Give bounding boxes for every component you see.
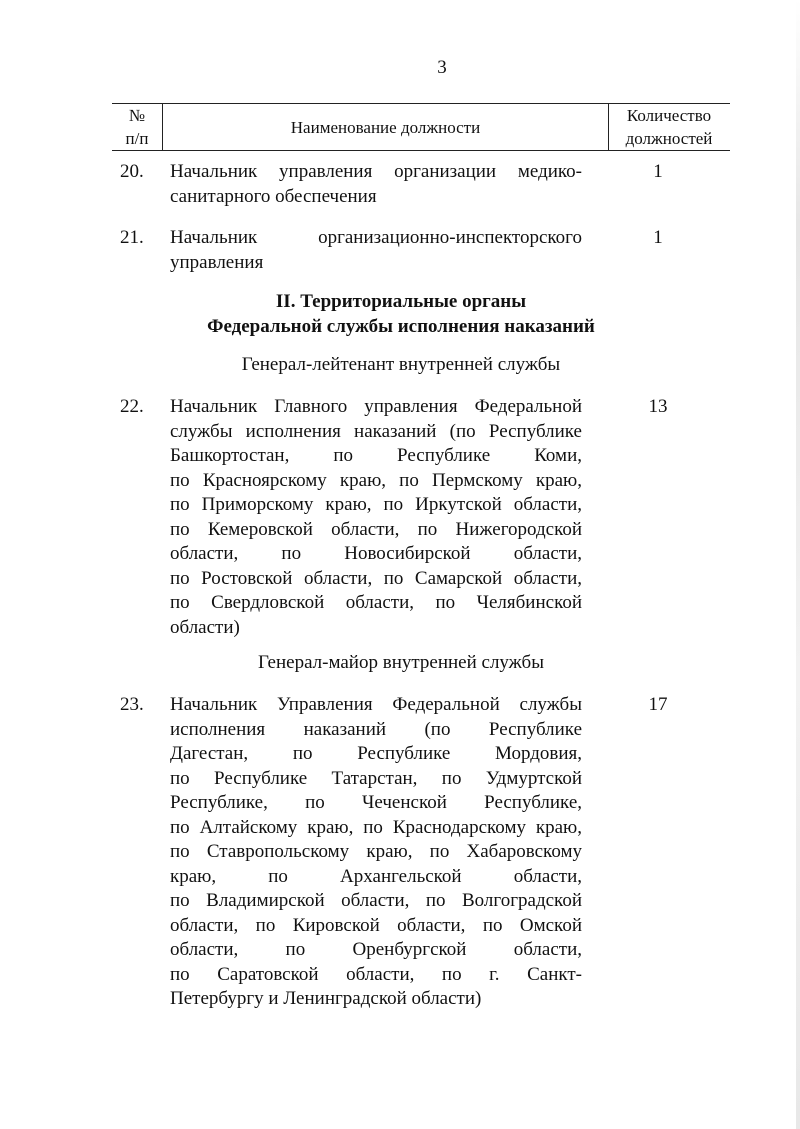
- row-position-name: [170, 395, 582, 640]
- row-text-line: по Владимирской области, по Волгоградской: [170, 890, 582, 911]
- row-text-line: Начальник управления организации медико-: [170, 161, 582, 182]
- scan-edge-shadow: [796, 0, 800, 1129]
- header-name-column: [162, 104, 609, 150]
- row-text-line: по Приморскому краю, по Иркутской области,: [170, 494, 582, 515]
- row-position-name: [170, 693, 582, 1012]
- row-text-line: по Ставропольскому краю, по Хабаровскому: [170, 841, 582, 862]
- header-name-label: Наименование должности: [290, 117, 481, 137]
- row-text-line: Начальник организационно-инспекторского: [170, 227, 582, 248]
- row-text-line: краю, по Архангельской области,: [170, 865, 582, 887]
- section-title-line: Федеральной службы исполнения наказаний: [207, 316, 595, 337]
- row-text-line: Петербургу и Ленинградской области): [170, 988, 482, 1009]
- row-text-line: по Саратовской области, по г. Санкт-: [170, 963, 582, 985]
- row-number: 20.: [120, 161, 144, 182]
- row-text-line: Республике, по Чеченской Республике,: [170, 792, 582, 813]
- row-number: 22.: [120, 396, 144, 417]
- rank-heading: Генерал-лейтенант внутренней службы: [241, 354, 561, 375]
- row-text-line: области): [170, 616, 240, 638]
- row-number: 21.: [120, 227, 144, 248]
- section-title: [92, 289, 710, 339]
- row-text-line: управления: [170, 251, 264, 273]
- row-text-line: Начальник Управления Федеральной службы: [170, 694, 582, 715]
- row-number: 23.: [120, 694, 144, 715]
- section-title-line: II. Территориальные органы: [275, 291, 527, 312]
- row-text-line: по Ростовской области, по Самарской области,: [170, 567, 582, 589]
- header-number-label: № п/п: [125, 106, 149, 148]
- row-text-line: по Свердловской области, по Челябинской: [170, 592, 582, 613]
- row-text-line: области, по Кировской области, по Омской: [170, 914, 582, 936]
- row-text-line: по Красноярскому краю, по Пермскому краю,: [170, 469, 582, 491]
- page-number: 3: [437, 57, 447, 78]
- row-text-line: санитарного обеспечения: [170, 185, 377, 207]
- row-text-line: по Республике Татарстан, по Удмуртской: [170, 767, 582, 789]
- row-count: 1: [653, 227, 663, 248]
- row-text-line: по Кемеровской области, по Нижегородской: [170, 518, 582, 540]
- header-count-label: Количество должностей: [625, 106, 713, 148]
- header-count-column: [608, 104, 730, 150]
- row-position-name: [170, 226, 582, 275]
- row-text-line: исполнения наказаний (по Республике: [170, 718, 582, 740]
- table-header: [112, 103, 730, 151]
- rank-heading: Генерал-майор внутренней службы: [258, 652, 544, 673]
- row-count: 13: [648, 396, 668, 417]
- header-number-column: [112, 104, 162, 150]
- row-text-line: области, по Оренбургской области,: [170, 939, 582, 960]
- row-text-line: службы исполнения наказаний (по Республике: [170, 420, 582, 442]
- row-text-line: по Алтайскому краю, по Краснодарскому краю,: [170, 816, 582, 838]
- row-text-line: Начальник Главного управления Федеральной: [170, 396, 582, 417]
- row-count: 17: [648, 694, 668, 715]
- row-count: 1: [653, 161, 663, 182]
- row-position-name: [170, 160, 582, 209]
- row-text-line: Дагестан, по Республике Мордовия,: [170, 743, 582, 764]
- row-text-line: области, по Новосибирской области,: [170, 543, 582, 564]
- row-text-line: Башкортостан, по Республике Коми,: [170, 445, 582, 466]
